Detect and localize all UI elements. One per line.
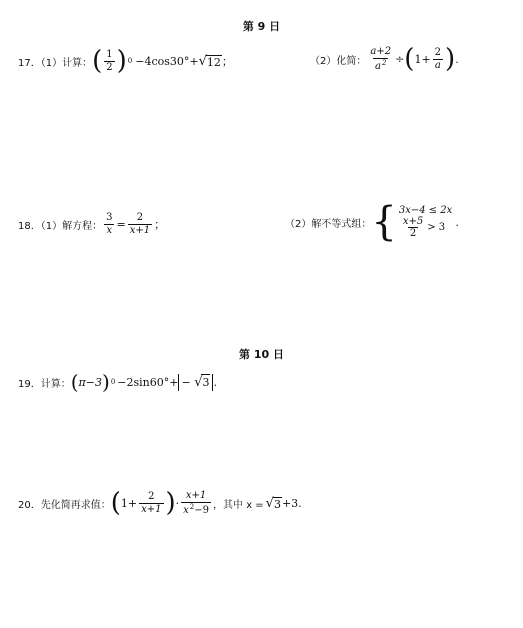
problem-17 [18, 48, 233, 74]
problem-17-label: 17．（1）计算： [18, 57, 93, 69]
problem-17-part2 [310, 46, 459, 72]
day-9-heading: 第 9 日 [242, 20, 281, 33]
fraction-2-over-a: $\frac{2}{a}$ [434, 47, 442, 71]
problem-20 [18, 490, 302, 516]
problem-17-part2-expression [366, 46, 458, 72]
radical-icon: √ [194, 374, 203, 390]
problem-20-label: 20．先化简再求值： [18, 499, 111, 511]
absolute-value: − √ 3 [178, 374, 213, 391]
condition-text: ，其中 x = [213, 499, 264, 511]
inequality-1: 3x−4 ≤ 2x [398, 204, 453, 216]
pi-minus-3: π−3 [78, 375, 102, 389]
inequality-2: $\frac{x+5}{2}$ > 3 [402, 215, 446, 239]
fraction-3-over-x: $\frac{3}{x}$ [106, 212, 113, 236]
one-plus: 1+ [414, 52, 431, 66]
multiply-dot: · [175, 496, 180, 510]
problem-18-part2-label: （2）解不等式组： [285, 218, 372, 230]
left-paren: ( [404, 44, 415, 74]
period: . [213, 375, 217, 389]
problem-19 [18, 372, 217, 392]
radical-icon: √ [198, 53, 207, 69]
problem-19-label: 19．计算： [18, 378, 71, 390]
semicolon: ； [154, 218, 166, 231]
radical-icon: √ [265, 495, 274, 511]
period: . [455, 215, 459, 229]
divide-sign: ÷ [395, 52, 405, 66]
left-paren: ( [92, 46, 103, 76]
right-paren: ) [445, 44, 456, 74]
left-brace: { [371, 199, 397, 245]
exponent-zero: 0 [110, 378, 116, 386]
problem-18-part1-equation [102, 212, 165, 236]
right-paren: ) [116, 46, 127, 76]
fraction-2-over-x-plus-1: $\frac{2}{x+1}$ [129, 212, 151, 236]
sqrt-3: √ 3 [265, 495, 281, 511]
problem-17-part1-expression [92, 48, 233, 74]
semicolon: ； [221, 55, 233, 68]
day-10-heading: 第 10 日 [239, 348, 284, 361]
fraction-x-plus-1-over-x2-minus-9: $\frac{x+1}{x^2-9}$ [183, 490, 210, 516]
sqrt-3: √ 3 [194, 374, 210, 390]
fraction-2-over-x-plus-1: $\frac{2}{x+1}$ [141, 491, 162, 515]
equals-sign: = [116, 217, 126, 231]
problem-18-part2 [285, 199, 459, 245]
exponent-zero: 0 [127, 57, 133, 65]
problem-17-part2-label: （2）化简： [310, 55, 367, 67]
period: . [455, 52, 459, 66]
fraction-one-half: $\frac{1}{2}$ [106, 49, 113, 73]
inequality-system [371, 199, 459, 245]
fraction-a-plus-2-over-a-squared: $\frac{a+2}{a^2}$ [370, 46, 392, 72]
problem-20-expression: ( 1+ $\frac{2}{x+1}$ ) · $\frac{x+1}{x^2-9}$ ，其中 x = √ 3 +3. [110, 488, 302, 518]
problem-18 [18, 212, 165, 236]
cos-term: −4cos30°+ [135, 54, 199, 68]
sin-term: −2sin60°+ [117, 375, 179, 389]
sqrt-12: √ 12 [198, 53, 221, 69]
problem-18-label: 18．（1）解方程： [18, 220, 103, 232]
problem-19-expression: ( π−3 ) 0 −2sin60°+ − √ 3 . [70, 370, 217, 394]
